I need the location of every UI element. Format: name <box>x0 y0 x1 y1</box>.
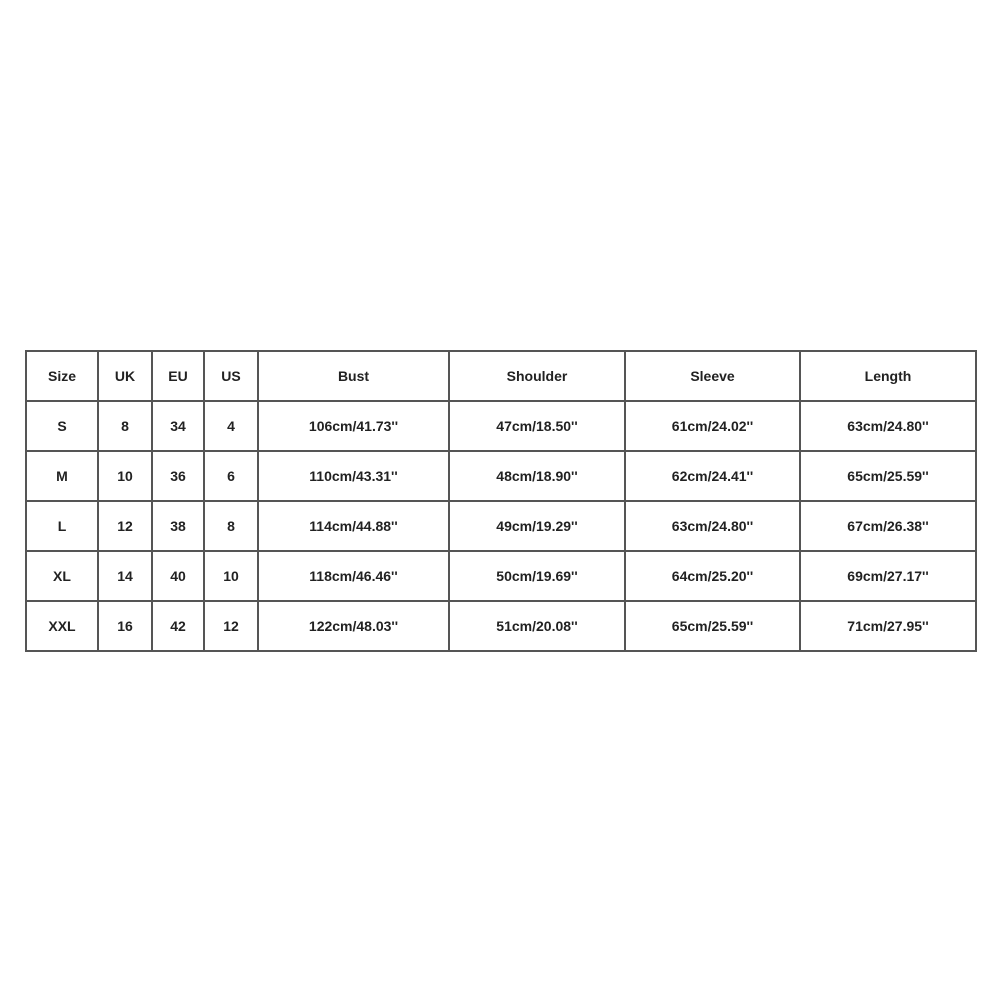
cell-eu: 34 <box>152 401 204 451</box>
cell-us: 6 <box>204 451 258 501</box>
header-bust: Bust <box>258 351 449 401</box>
cell-us: 12 <box>204 601 258 651</box>
cell-uk: 8 <box>98 401 152 451</box>
cell-eu: 40 <box>152 551 204 601</box>
cell-length: 69cm/27.17'' <box>800 551 976 601</box>
cell-eu: 36 <box>152 451 204 501</box>
cell-uk: 16 <box>98 601 152 651</box>
cell-uk: 10 <box>98 451 152 501</box>
table-header-row <box>26 351 976 401</box>
cell-shoulder: 51cm/20.08'' <box>449 601 625 651</box>
cell-size: M <box>26 451 98 501</box>
header-uk: UK <box>98 351 152 401</box>
header-sleeve: Sleeve <box>625 351 800 401</box>
cell-length: 65cm/25.59'' <box>800 451 976 501</box>
cell-us: 10 <box>204 551 258 601</box>
cell-sleeve: 61cm/24.02'' <box>625 401 800 451</box>
cell-size: XL <box>26 551 98 601</box>
cell-uk: 14 <box>98 551 152 601</box>
cell-eu: 42 <box>152 601 204 651</box>
cell-eu: 38 <box>152 501 204 551</box>
cell-sleeve: 63cm/24.80'' <box>625 501 800 551</box>
cell-shoulder: 48cm/18.90'' <box>449 451 625 501</box>
header-eu: EU <box>152 351 204 401</box>
table-row <box>26 451 976 501</box>
cell-bust: 118cm/46.46'' <box>258 551 449 601</box>
table-row <box>26 551 976 601</box>
cell-bust: 122cm/48.03'' <box>258 601 449 651</box>
cell-shoulder: 49cm/19.29'' <box>449 501 625 551</box>
cell-length: 63cm/24.80'' <box>800 401 976 451</box>
cell-shoulder: 50cm/19.69'' <box>449 551 625 601</box>
cell-uk: 12 <box>98 501 152 551</box>
size-chart-table <box>25 350 977 652</box>
cell-bust: 106cm/41.73'' <box>258 401 449 451</box>
header-length: Length <box>800 351 976 401</box>
header-size: Size <box>26 351 98 401</box>
cell-size: L <box>26 501 98 551</box>
cell-sleeve: 62cm/24.41'' <box>625 451 800 501</box>
cell-sleeve: 65cm/25.59'' <box>625 601 800 651</box>
cell-bust: 114cm/44.88'' <box>258 501 449 551</box>
header-shoulder: Shoulder <box>449 351 625 401</box>
cell-us: 8 <box>204 501 258 551</box>
table-row <box>26 401 976 451</box>
cell-shoulder: 47cm/18.50'' <box>449 401 625 451</box>
cell-length: 71cm/27.95'' <box>800 601 976 651</box>
cell-size: S <box>26 401 98 451</box>
cell-size: XXL <box>26 601 98 651</box>
cell-length: 67cm/26.38'' <box>800 501 976 551</box>
cell-sleeve: 64cm/25.20'' <box>625 551 800 601</box>
cell-bust: 110cm/43.31'' <box>258 451 449 501</box>
table-row <box>26 501 976 551</box>
header-us: US <box>204 351 258 401</box>
table-row <box>26 601 976 651</box>
cell-us: 4 <box>204 401 258 451</box>
